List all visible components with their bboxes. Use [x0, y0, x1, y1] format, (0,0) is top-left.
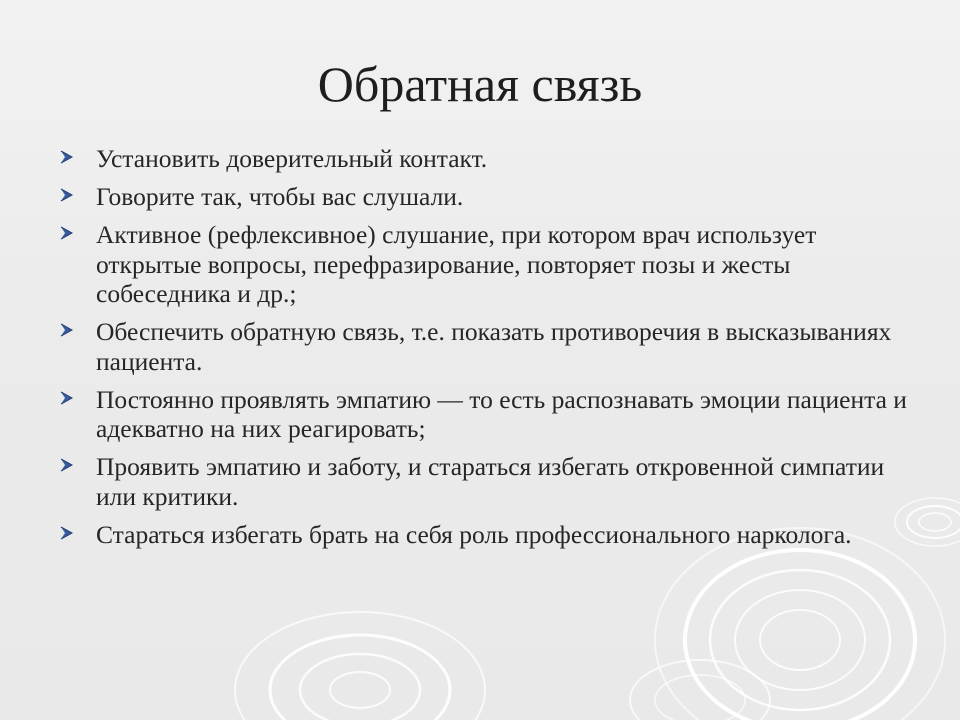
bullet-text: Постоянно проявлять эмпатию — то есть распознавать эмоции пациента и адекватно на них реагировать;	[96, 384, 907, 443]
chevron-right-icon	[58, 148, 76, 166]
list-item	[58, 144, 908, 174]
list-item	[58, 452, 908, 511]
list-item	[58, 220, 908, 309]
chevron-right-icon	[58, 524, 76, 542]
bullet-list	[58, 144, 908, 558]
bullet-text: Стараться избегать брать на себя роль профессионального нарколога.	[96, 519, 852, 549]
list-item	[58, 520, 908, 550]
bullet-text: Проявить эмпатию и заботу, и стараться избегать откровенной симпатии или критики.	[96, 452, 885, 511]
slide-title: Обратная связь	[317, 56, 643, 112]
bullet-text: Говорите так, чтобы вас слушали.	[96, 182, 464, 211]
chevron-right-icon	[58, 389, 76, 407]
list-item	[58, 317, 908, 376]
bullet-text: Активное (рефлексивное) слушание, при котором врач использует открытые вопросы, перефразирование, повторяет позы и жесты собеседника и др.;	[96, 220, 817, 308]
list-item	[58, 182, 908, 212]
bullet-text: Установить доверительный контакт.	[96, 144, 488, 173]
chevron-right-icon	[58, 224, 76, 242]
chevron-right-icon	[58, 321, 76, 339]
chevron-right-icon	[58, 456, 76, 474]
list-item	[58, 385, 908, 444]
chevron-right-icon	[58, 186, 76, 204]
bullet-text: Обеспечить обратную связь, т.е. показать противоречия в высказываниях пациента.	[96, 317, 892, 376]
